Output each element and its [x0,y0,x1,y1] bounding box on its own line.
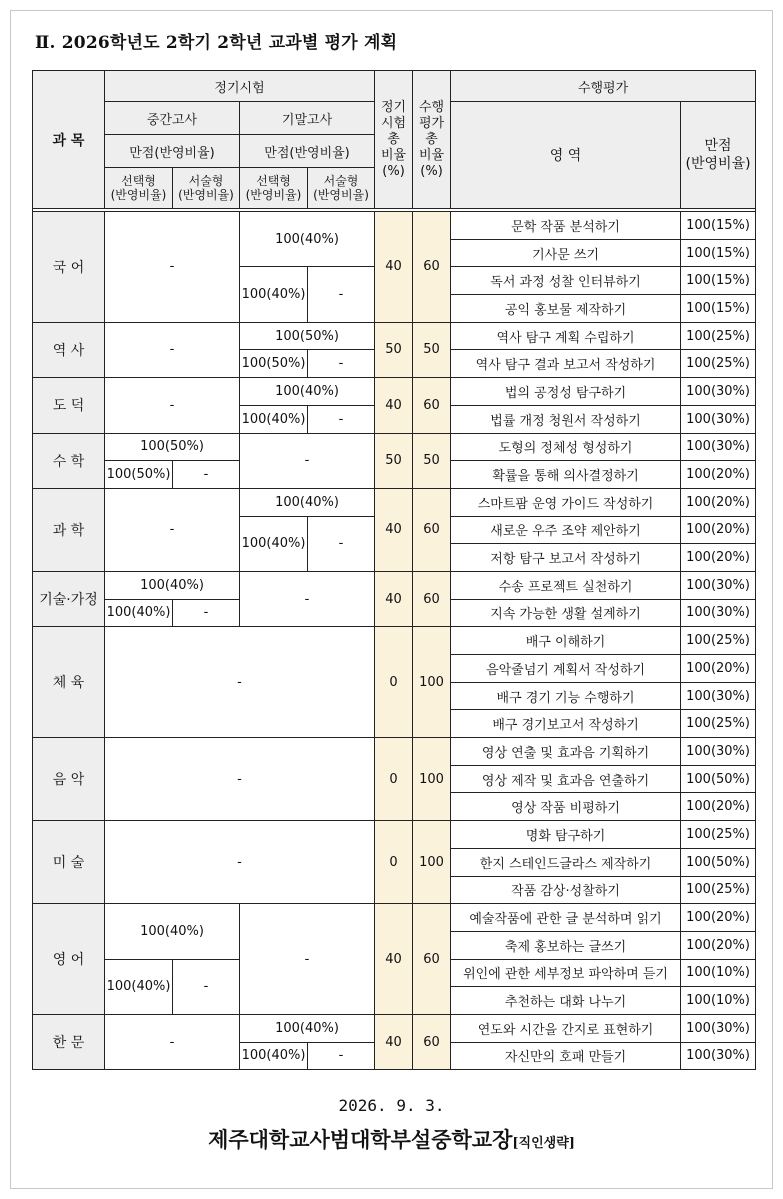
performance-area: 명화 탐구하기 [451,821,681,849]
subject-name: 한 문 [33,1014,105,1069]
performance-score: 100(30%) [681,738,756,766]
performance-area: 배구 경기보고서 작성하기 [451,710,681,738]
performance-area: 도형의 정체성 형성하기 [451,433,681,461]
header-area: 영 역 [451,102,681,209]
midterm-essay: - [173,599,240,627]
table-row [33,821,756,849]
table-row [33,378,756,406]
table-row [33,322,756,350]
header-final-choice: 선택형 (반영비율) [240,168,308,209]
page-title: Ⅱ. 2026학년도 2학기 2학년 교과별 평가 계획 [35,33,398,53]
final-total: - [240,571,375,626]
performance-score: 100(20%) [681,516,756,544]
subject-name: 음 악 [33,738,105,821]
subject-name: 국 어 [33,212,105,323]
header-midterm: 중간고사 [105,102,240,135]
midterm-essay: - [173,959,240,1014]
exam-ratio: 40 [375,378,413,433]
performance-area: 법의 공정성 탐구하기 [451,378,681,406]
performance-area: 음악줄넘기 계획서 작성하기 [451,655,681,683]
final-essay: - [308,405,375,433]
performance-score: 100(15%) [681,295,756,323]
performance-score: 100(15%) [681,239,756,267]
header-mid-full-score: 만점(반영비율) [105,135,240,168]
midterm-total: 100(40%) [105,904,240,959]
exam-ratio: 50 [375,433,413,488]
performance-score: 100(50%) [681,848,756,876]
final-choice: 100(50%) [240,350,308,378]
exam-ratio: 0 [375,738,413,821]
performance-score: 100(30%) [681,599,756,627]
exam-total: - [105,738,375,821]
final-choice: 100(40%) [240,405,308,433]
final-choice: 100(40%) [240,267,308,322]
performance-area: 축제 홍보하는 글쓰기 [451,931,681,959]
performance-score: 100(20%) [681,655,756,683]
performance-ratio: 50 [413,322,451,377]
performance-area: 수송 프로젝트 실천하기 [451,571,681,599]
performance-area: 독서 과정 성찰 인터뷰하기 [451,267,681,295]
table-row [33,738,756,766]
final-choice: 100(40%) [240,1042,308,1070]
midterm-total: 100(40%) [105,571,240,599]
final-essay: - [308,516,375,571]
performance-area: 법률 개정 청원서 작성하기 [451,405,681,433]
performance-score: 100(20%) [681,931,756,959]
performance-score: 100(50%) [681,765,756,793]
exam-ratio: 40 [375,488,413,571]
subject-name: 미 술 [33,821,105,904]
midterm-essay: - [173,461,240,489]
performance-score: 100(20%) [681,904,756,932]
performance-area: 예술작품에 관한 글 분석하며 읽기 [451,904,681,932]
final-total: 100(40%) [240,378,375,406]
performance-score: 100(10%) [681,959,756,987]
final-total: 100(40%) [240,212,375,267]
table-row [33,904,756,932]
final-total: - [240,904,375,1015]
performance-score: 100(25%) [681,821,756,849]
performance-ratio: 60 [413,571,451,626]
midterm-choice: 100(40%) [105,959,173,1014]
performance-score: 100(15%) [681,212,756,240]
performance-score: 100(30%) [681,405,756,433]
exam-ratio: 40 [375,1014,413,1069]
performance-ratio: 60 [413,904,451,1015]
performance-score: 100(15%) [681,267,756,295]
school-principal: 제주대학교사범대학부설중학교장 [208,1127,513,1152]
exam-ratio: 0 [375,627,413,738]
performance-area: 지속 가능한 생활 설계하기 [451,599,681,627]
performance-score: 100(25%) [681,876,756,904]
evaluation-plan-body [33,212,756,1070]
footer-org [0,1124,783,1154]
performance-area: 공익 홍보물 제작하기 [451,295,681,323]
performance-area: 자신만의 호패 만들기 [451,1042,681,1070]
performance-ratio: 100 [413,627,451,738]
subject-name: 영 어 [33,904,105,1015]
evaluation-plan-table [32,70,756,1070]
table-row [33,488,756,516]
performance-score: 100(20%) [681,793,756,821]
subject-name: 도 덕 [33,378,105,433]
performance-area: 영상 제작 및 효과음 연출하기 [451,765,681,793]
header-final-essay: 서술형 (반영비율) [308,168,375,209]
performance-area: 기사문 쓰기 [451,239,681,267]
midterm-choice: 100(50%) [105,461,173,489]
performance-area: 작품 감상·성찰하기 [451,876,681,904]
exam-ratio: 40 [375,571,413,626]
performance-area: 새로운 우주 조약 제안하기 [451,516,681,544]
header-regular-total-ratio: 정기 시험 총 비율 (%) [375,71,413,209]
final-essay: - [308,1042,375,1070]
performance-score: 100(30%) [681,1014,756,1042]
performance-ratio: 60 [413,488,451,571]
performance-score: 100(10%) [681,987,756,1015]
performance-ratio: 60 [413,378,451,433]
performance-score: 100(20%) [681,461,756,489]
performance-score: 100(20%) [681,488,756,516]
performance-area: 스마트팜 운영 가이드 작성하기 [451,488,681,516]
midterm-total: - [105,378,240,433]
performance-ratio: 100 [413,821,451,904]
subject-name: 과 학 [33,488,105,571]
performance-area: 역사 탐구 결과 보고서 작성하기 [451,350,681,378]
performance-area: 배구 이해하기 [451,627,681,655]
exam-total: - [105,821,375,904]
header-final: 기말고사 [240,102,375,135]
performance-area: 저항 탐구 보고서 작성하기 [451,544,681,572]
exam-ratio: 40 [375,212,413,323]
midterm-choice: 100(40%) [105,599,173,627]
performance-score: 100(30%) [681,571,756,599]
exam-ratio: 40 [375,904,413,1015]
header-mid-choice: 선택형 (반영비율) [105,168,173,209]
performance-score: 100(30%) [681,378,756,406]
table-row [33,1014,756,1042]
performance-ratio: 60 [413,212,451,323]
performance-area: 한지 스테인드글라스 제작하기 [451,848,681,876]
performance-score: 100(25%) [681,627,756,655]
final-essay: - [308,267,375,322]
header-performance-total-ratio: 수행 평가 총 비율 (%) [413,71,451,209]
performance-area: 배구 경기 기능 수행하기 [451,682,681,710]
midterm-total: - [105,322,240,377]
subject-name: 체 육 [33,627,105,738]
exam-total: - [105,627,375,738]
performance-ratio: 60 [413,1014,451,1069]
midterm-total: 100(50%) [105,433,240,461]
header-subject: 과 목 [33,71,105,209]
final-total: - [240,433,375,488]
table-row [33,627,756,655]
header-mid-essay: 서술형 (반영비율) [173,168,240,209]
table-row [33,571,756,599]
final-total: 100(40%) [240,1014,375,1042]
performance-score: 100(20%) [681,544,756,572]
midterm-total: - [105,1014,240,1069]
footer-date: 2026. 9. 3. [338,1096,445,1115]
midterm-total: - [105,212,240,323]
performance-area: 영상 작품 비평하기 [451,793,681,821]
final-total: 100(40%) [240,488,375,516]
exam-ratio: 50 [375,322,413,377]
seal-omitted: [직인생략] [512,1136,575,1151]
subject-name: 역 사 [33,322,105,377]
header-regular-exam: 정기시험 [105,71,375,102]
final-essay: - [308,350,375,378]
final-choice: 100(40%) [240,516,308,571]
table-row [33,212,756,240]
performance-ratio: 100 [413,738,451,821]
subject-name: 기술·가정 [33,571,105,626]
performance-score: 100(30%) [681,682,756,710]
exam-ratio: 0 [375,821,413,904]
table-row [33,433,756,461]
performance-area: 위인에 관한 세부정보 파악하며 듣기 [451,959,681,987]
performance-area: 문학 작품 분석하기 [451,212,681,240]
performance-score: 100(30%) [681,1042,756,1070]
performance-score: 100(30%) [681,433,756,461]
header-final-full-score: 만점(반영비율) [240,135,375,168]
performance-area: 연도와 시간을 간지로 표현하기 [451,1014,681,1042]
performance-area: 추천하는 대화 나누기 [451,987,681,1015]
performance-score: 100(25%) [681,322,756,350]
performance-ratio: 50 [413,433,451,488]
performance-score: 100(25%) [681,710,756,738]
header-perf-full-score: 만점 (반영비율) [681,102,756,209]
performance-score: 100(25%) [681,350,756,378]
performance-area: 영상 연출 및 효과음 기획하기 [451,738,681,766]
header-performance: 수행평가 [451,71,756,102]
subject-name: 수 학 [33,433,105,488]
performance-area: 역사 탐구 계획 수립하기 [451,322,681,350]
performance-area: 확률을 통해 의사결정하기 [451,461,681,489]
final-total: 100(50%) [240,322,375,350]
midterm-total: - [105,488,240,571]
